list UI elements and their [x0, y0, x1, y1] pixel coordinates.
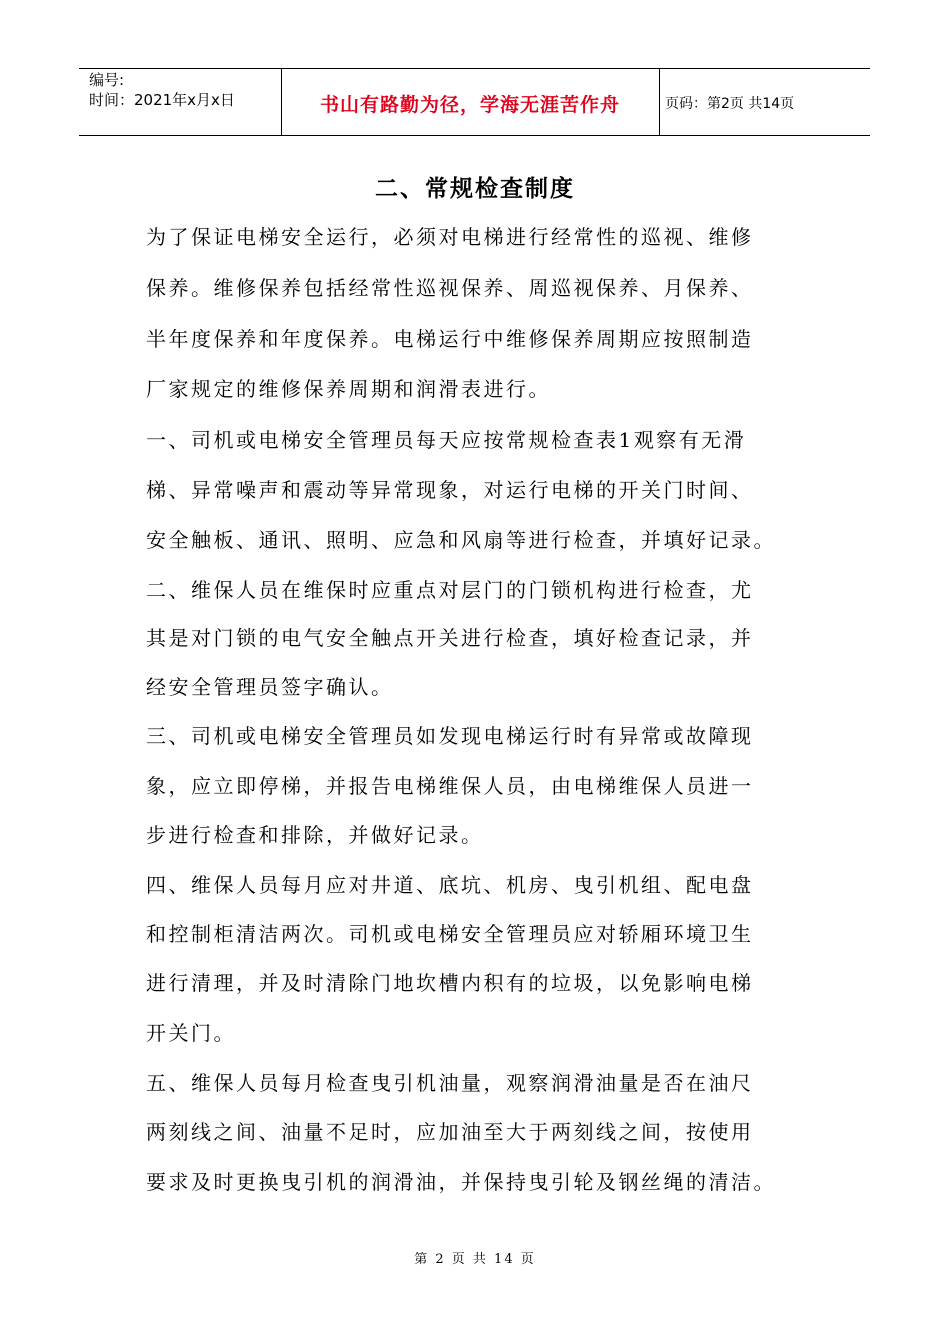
- body-line: 开关门。: [146, 1021, 236, 1045]
- body-line: 和控制柜清洁两次。司机或电梯安全管理员应对轿厢环境卫生: [146, 922, 754, 946]
- body-line: 步进行检查和排除，并做好记录。: [146, 823, 484, 847]
- body-line: 保养。维修保养包括经常性巡视保养、周巡视保养、月保养、: [146, 276, 754, 300]
- body-line: 五、维保人员每月检查曳引机油量，观察润滑油量是否在油尺: [146, 1071, 754, 1095]
- page-header: [79, 68, 870, 136]
- header-bottom-border: [79, 135, 870, 136]
- header-motto: 书山有路勤为径，学海无涯苦作舟: [319, 94, 620, 116]
- header-divider-right: [659, 68, 660, 136]
- page-info: 页码：第2页 共14页: [665, 96, 795, 112]
- body-line: 一、司机或电梯安全管理员每天应按常规检查表1观察有无滑: [146, 428, 747, 452]
- body-line: 要求及时更换曳引机的润滑油，并保持曳引轮及钢丝绳的清洁。: [146, 1170, 776, 1194]
- body-line: 进行清理，并及时清除门地坎槽内积有的垃圾，以免影响电梯: [146, 971, 754, 995]
- body-line: 经安全管理员签字确认。: [146, 675, 394, 699]
- body-line: 其是对门锁的电气安全触点开关进行检查，填好检查记录，并: [146, 626, 754, 650]
- body-line: 两刻线之间、油量不足时，应加油至大于两刻线之间，按使用: [146, 1120, 754, 1144]
- body-line: 半年度保养和年度保养。电梯运行中维修保养周期应按照制造: [146, 327, 754, 351]
- body-line: 为了保证电梯安全运行，必须对电梯进行经常性的巡视、维修: [146, 225, 754, 249]
- document-title: 二、常规检查制度: [375, 175, 575, 202]
- body-line: 安全触板、通讯、照明、应急和风扇等进行检查，并填好记录。: [146, 528, 776, 552]
- body-line: 厂家规定的维修保养周期和润滑表进行。: [146, 377, 551, 401]
- page-footer: 第 2 页 共 14 页: [414, 1252, 536, 1267]
- body-line: 四、维保人员每月应对井道、底坑、机房、曳引机组、配电盘: [146, 873, 754, 897]
- body-line: 二、维保人员在维保时应重点对层门的门锁机构进行检查，尤: [146, 578, 754, 602]
- document-time-label: 时间：2021年x月x日: [89, 91, 235, 109]
- body-line: 象，应立即停梯，并报告电梯维保人员，由电梯维保人员进一: [146, 774, 754, 798]
- header-top-border: [79, 68, 870, 69]
- document-number-label: 编号:: [89, 71, 125, 89]
- body-line: 三、司机或电梯安全管理员如发现电梯运行时有异常或故障现: [146, 724, 754, 748]
- body-line: 梯、异常噪声和震动等异常现象，对运行电梯的开关门时间、: [146, 478, 754, 502]
